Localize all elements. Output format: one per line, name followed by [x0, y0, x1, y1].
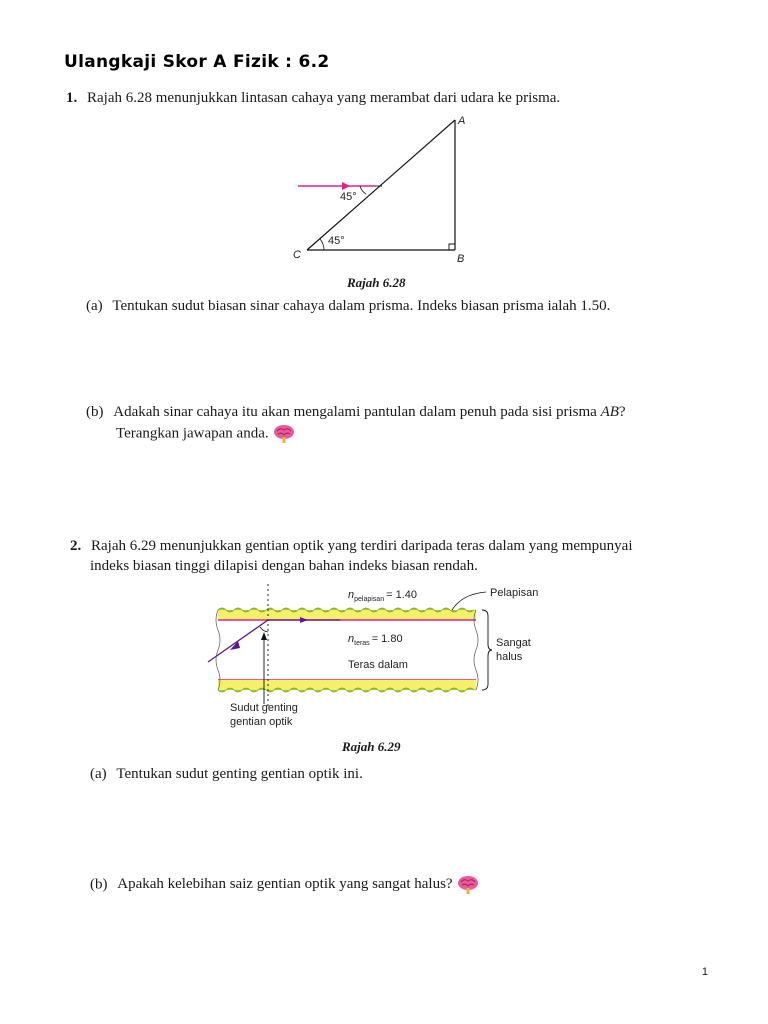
part-text: [113, 404, 625, 420]
question-1: [66, 88, 560, 108]
part-label: (b): [90, 876, 108, 893]
part-label: (a): [86, 298, 103, 314]
right-angle-mark: [449, 244, 455, 250]
fibre-right-break: [474, 610, 478, 690]
page-title: Ulangkaji Skor A Fizik : 6.2: [64, 52, 330, 72]
prism-side-ca: [307, 120, 455, 250]
question-number: 1.: [66, 90, 78, 106]
question-text: Rajah 6.28 menunjukkan lintasan cahaya yang merambat dari udara ke prisma.: [87, 90, 561, 106]
core-index-label: $n_{teras} = 1.80$: [348, 633, 403, 647]
angle-incidence-label: 45°: [340, 191, 357, 203]
part-label: (b): [86, 404, 104, 420]
pointer-arrow: [261, 632, 267, 640]
question-2-line-1: [70, 536, 633, 556]
question-2: [70, 536, 633, 576]
part-text-italic: AB: [600, 404, 619, 420]
part-text: Tentukan sudut biasan sinar cahaya dalam prisma. Indeks biasan prisma ialah 1.50.: [112, 298, 611, 314]
incidence-arc: [360, 186, 366, 194]
part-text-line2: Terangkan jawapan anda.: [116, 425, 269, 442]
figure-caption-6-29: Rajah 6.29: [342, 739, 401, 754]
thin-bracket: [482, 610, 492, 690]
question-1-part-a: [86, 296, 610, 316]
cladding-label: Pelapisan: [490, 587, 539, 599]
core-label: Teras dalam: [348, 659, 408, 671]
question-1-part-b: [86, 402, 626, 446]
ray-arrow: [342, 182, 350, 190]
question-2-part-b: [90, 873, 480, 897]
part-text: Apakah kelebihan saiz gentian optik yang sangat halus?: [117, 876, 453, 893]
part-text-end: ?: [618, 404, 626, 420]
part-text: Tentukan sudut genting gentian optik ini.: [116, 766, 363, 782]
question-2-part-a: [90, 764, 363, 784]
vertex-c-label: C: [293, 249, 301, 261]
part-line-2: [116, 422, 626, 446]
angle-c-label: 45°: [328, 235, 345, 247]
critical-angle-arc: [260, 627, 268, 632]
vertex-b-label: B: [457, 253, 465, 265]
question-2-line-2: indeks biasan tinggi dilapisi dengan bahan indeks biasan rendah.: [90, 558, 478, 574]
question-number: 2.: [70, 538, 82, 554]
brain-icon: [272, 422, 296, 446]
prism-diagram: [280, 110, 490, 270]
angle-c-arc: [320, 239, 324, 250]
cladding-index-label: $n_{pelapisan} = 1.40$: [348, 589, 417, 603]
thin-label-1: Sangat: [496, 637, 531, 649]
vertex-a-label: A: [458, 115, 466, 127]
part-label: (a): [90, 766, 107, 782]
cladding-pointer: [452, 592, 486, 610]
page-number: 1: [701, 966, 708, 978]
brain-icon: [456, 873, 480, 897]
figure-caption-6-28: Rajah 6.28: [347, 275, 406, 290]
critical-angle-label-2: gentian optik: [230, 716, 293, 728]
fibre-left-break: [216, 610, 220, 690]
thin-label-2: halus: [496, 651, 523, 663]
critical-angle-label-1: Sudut genting: [230, 702, 298, 714]
optical-fibre-diagram: [200, 580, 560, 732]
question-text: Rajah 6.29 menunjukkan gentian optik yang terdiri daripada teras dalam yang mempunyai: [91, 538, 633, 554]
part-text-main: Adakah sinar cahaya itu akan mengalami pantulan dalam penuh pada sisi prisma: [113, 404, 601, 420]
